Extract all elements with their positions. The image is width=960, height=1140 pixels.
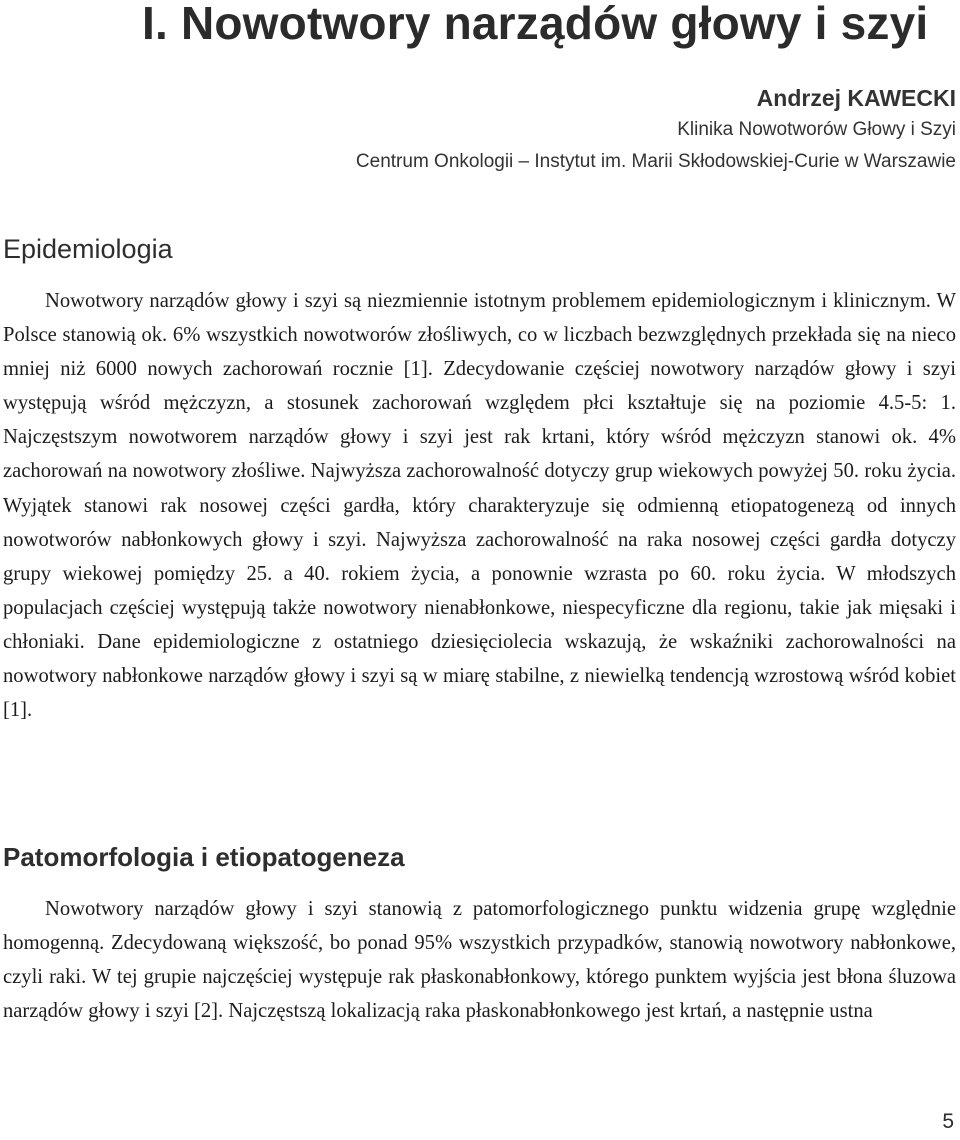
section-heading-pathomorphology: Patomorfologia i etiopatogeneza <box>3 842 405 872</box>
paragraph-epidemiology: Nowotwory narządów głowy i szyi są niezmiennie istotnym problemem epidemiologicznym i klinicznym. W Polsce stanowią ok. 6% wszystkich nowotworów złośliwych, co w liczbach bezwzględnych przekłada się na nieco mniej niż 6000 nowych zachorowań rocznie [1]. Zdecydowanie częściej nowotwory narządów głowy i szyi występują wśród mężczyzn, a stosunek zachorowań względem płci kształtuje się na poziomie 4.5-5: 1. Najczęstszym nowotworem narządów głowy i szyi jest rak krtani, który wśród mężczyzn stanowi ok. 4% zachorowań na nowotwory złośliwe. Najwyższa zachorowalność dotyczy grup wiekowych powyżej 50. roku życia. Wyjątek stanowi rak nosowej części gardła, który charakteryzuje się odmienną etiopatogenezą od innych nowotworów nabłonkowych głowy i szyi. Najwyższa zachorowalność na raka nosowej części gardła dotyczy grupy wiekowej pomiędzy 25. a 40. rokiem życia, a ponownie wzrasta po 60. roku życia. W młodszych populacjach częściej występują także nowotwory nienabłonkowe, niespecyficzne dla regionu, takie jak mięsaki i chłoniaki. Dane epidemiologiczne z ostatniego dziesięciolecia wskazują, że wskaźniki zachorowalności na nowotwory nabłonkowe narządów głowy i szyi są w miarę stabilne, z niewielką tendencją wzrostową wśród kobiet [1]. <box>3 290 956 722</box>
author-name: Andrzej KAWECKI <box>756 85 956 111</box>
chapter-title: I. Nowotwory narządów głowy i szyi <box>142 0 929 49</box>
affiliation-institute: Centrum Onkologii – Instytut im. Marii Skłodowskiej-Curie w Warszawie <box>355 151 956 172</box>
paragraph-pathomorphology: Nowotwory narządów głowy i szyi stanowią z patomorfologicznego punktu widzenia grupę względnie homogenną. Zdecydowaną większość, bo ponad 95% wszystkich przypadków, stanowią nowotwory nabłonkowe, czyli raki. W tej grupie najczęściej występuje rak płaskonabłonkowy, którego punktem wyjścia jest błona śluzowa narządów głowy i szyi [2]. Najczęstszą lokalizacją raka płaskonabłonkowego jest krtań, a następnie ustna <box>3 898 956 1023</box>
page-number: 5 <box>942 1110 954 1133</box>
author-block <box>356 82 956 178</box>
section-heading-epidemiology: Epidemiologia <box>3 234 173 264</box>
affiliation-clinic: Klinika Nowotworów Głowy i Szyi <box>677 119 956 140</box>
